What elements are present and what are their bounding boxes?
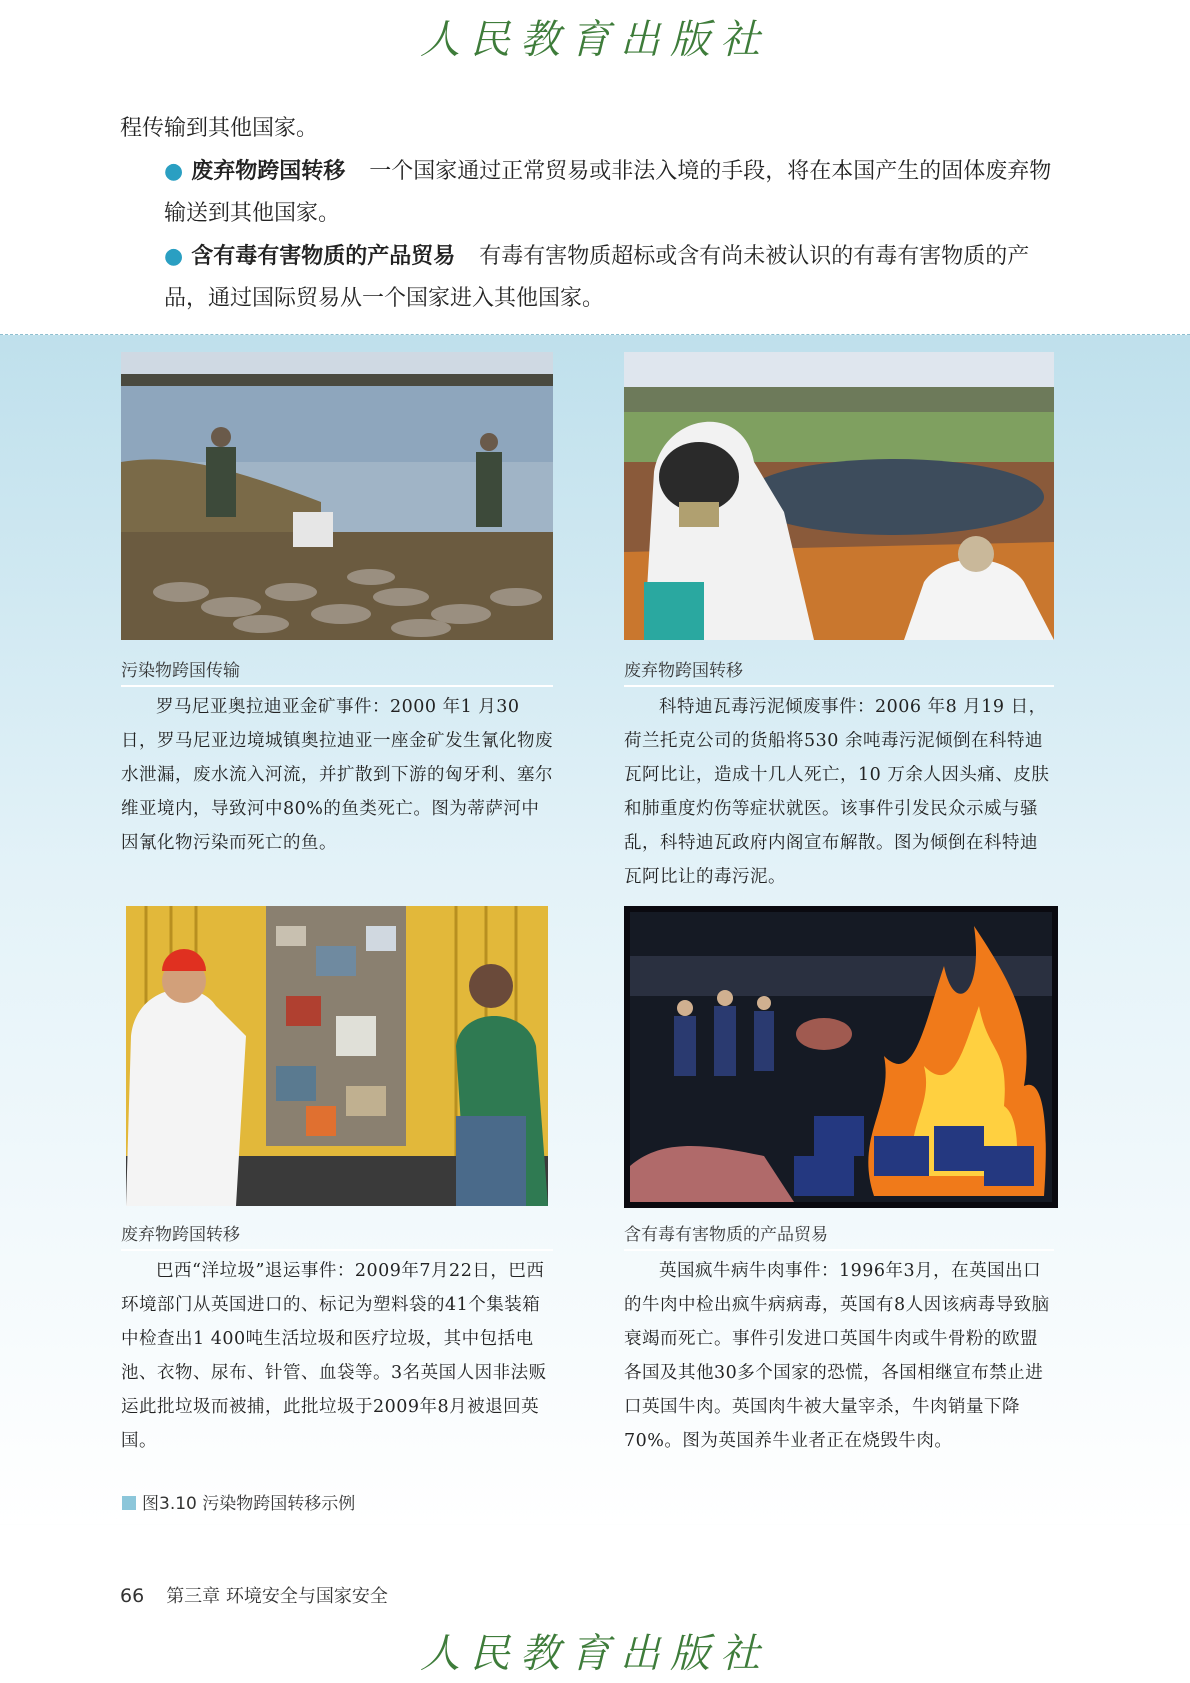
- figure-label-text: 图3.10 污染物跨国转移示例: [142, 1494, 356, 1514]
- figure-marker-icon: [122, 1496, 136, 1510]
- term-waste-transfer-text: 一个国家通过正常贸易或非法入境的手段，将在本国产生的固体废弃物输送到其他国家。: [164, 159, 1052, 226]
- publisher-logo-top: 人民教育出版社: [420, 17, 770, 63]
- intro-line: 程传输到其他国家。: [120, 116, 319, 141]
- photo-garbage-container: [126, 906, 548, 1206]
- intro-text: [120, 108, 1060, 320]
- page-footer: [120, 1582, 388, 1608]
- term-toxic-trade-text: 有毒有害物质超标或含有尚未被认识的有毒有害物质的产品，通过国际贸易从一个国家进入其他国家。: [164, 244, 1030, 311]
- photo-dead-fish: [121, 352, 553, 640]
- publisher-logo-bottom: 人民教育出版社: [420, 1631, 770, 1677]
- bullet-icon: ●: [164, 244, 184, 269]
- photo-toxic-sludge: [624, 352, 1054, 640]
- bullet-icon: ●: [164, 159, 184, 184]
- case-4-caption: 含有毒有害物质的产品贸易: [624, 1220, 1054, 1251]
- term-toxic-trade: 含有毒有害物质的产品贸易: [191, 243, 456, 269]
- page-number: 66: [120, 1585, 145, 1607]
- photo-burning-beef: [624, 906, 1058, 1208]
- case-3-description: 巴西“洋垃圾”退运事件：2009年7月22日，巴西环境部门从英国进口的、标记为塑料袋的41个集装箱中检查出1 400吨生活垃圾和医疗垃圾，其中包括电池、衣物、尿布、针管、血袋等。3名英国人因非法贩运此批垃圾而被捕，此批垃圾于2009年8月被退回英国。: [121, 1261, 547, 1451]
- case-1-description: 罗马尼亚奥拉迪亚金矿事件：2000 年1 月30 日，罗马尼亚边境城镇奥拉迪亚一座金矿发生氰化物废水泄漏，废水流入河流，并扩散到下游的匈牙利、塞尔维亚境内，导致河中80%的鱼类死亡。图为蒂萨河中因氰化物污染而死亡的鱼。: [121, 697, 553, 853]
- intro-item-toxic-trade: [120, 235, 1060, 320]
- figure-label: [122, 1489, 355, 1514]
- case-4-description: 英国疯牛病牛肉事件：1996年3月，在英国出口的牛肉中检出疯牛病病毒，英国有8人因该病毒导致脑衰竭而死亡。事件引发进口英国牛肉或牛骨粉的欧盟各国及其他30多个国家的恐慌，各国相继宣布禁止进口英国牛肉。英国肉牛被大量宰杀，牛肉销量下降70%。图为英国养牛业者正在烧毁牛肉。: [624, 1261, 1050, 1451]
- case-3-caption: 废弃物跨国转移: [121, 1220, 553, 1251]
- case-2-caption: 废弃物跨国转移: [624, 656, 1054, 687]
- chapter-title: 第三章 环境安全与国家安全: [166, 1586, 388, 1607]
- term-waste-transfer: 废弃物跨国转移: [191, 158, 346, 184]
- intro-item-waste-transfer: [120, 150, 1060, 235]
- case-1-caption: 污染物跨国传输: [121, 656, 553, 687]
- case-2-description: 科特迪瓦毒污泥倾废事件：2006 年8 月19 日，荷兰托克公司的货船将530 余吨毒污泥倾倒在科特迪瓦阿比让，造成十几人死亡，10 万余人因头痛、皮肤和肺重度灼伤等症状就医。该事件引发民众示威与骚乱，科特迪瓦政府内阁宣布解散。图为倾倒在科特迪瓦阿比让的毒污泥。: [624, 697, 1050, 887]
